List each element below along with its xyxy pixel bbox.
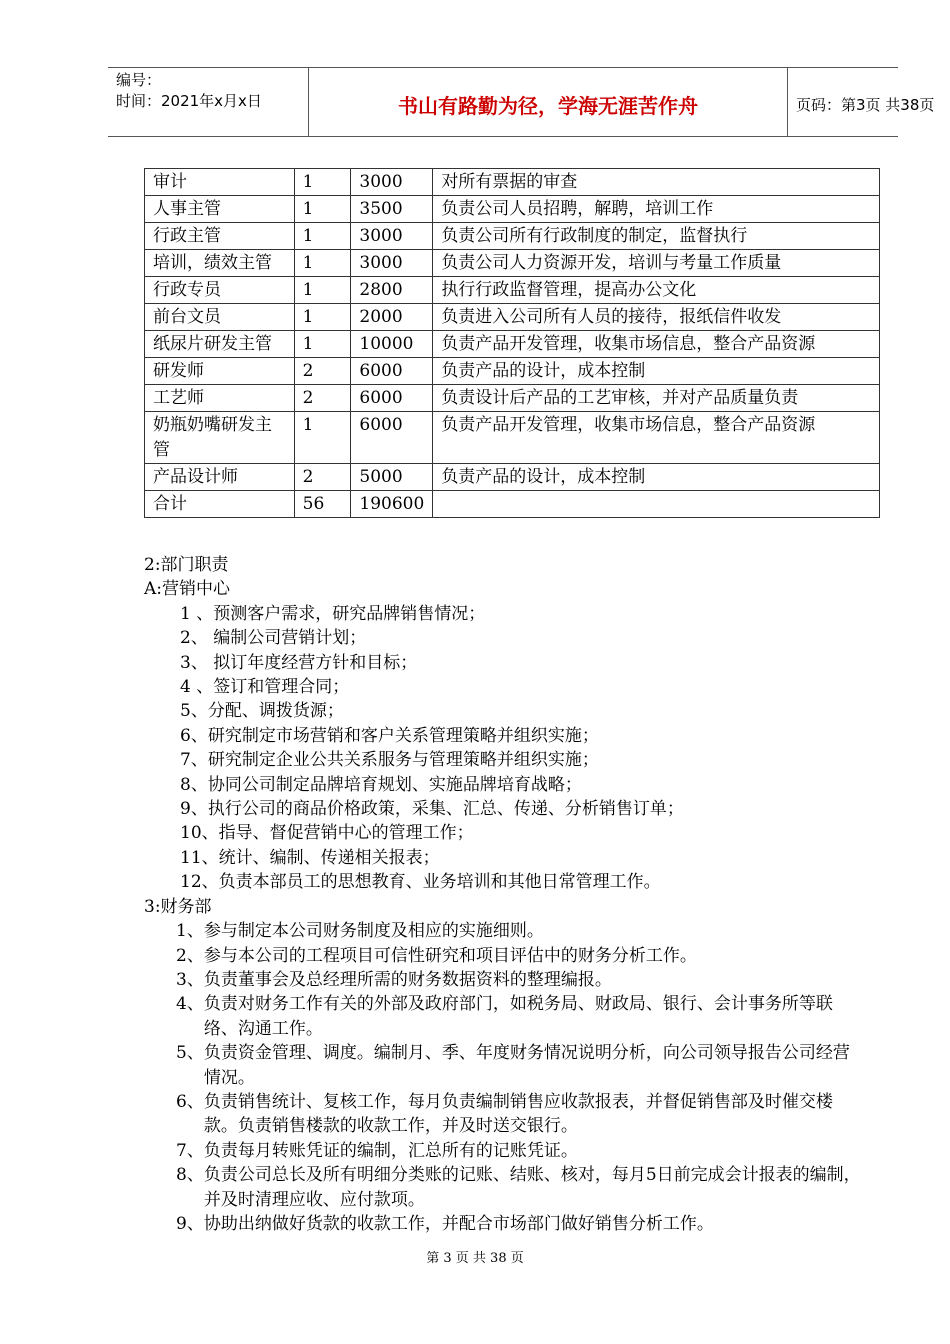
list-item-number: 5、 bbox=[176, 1043, 204, 1064]
list-item-number: 4、 bbox=[176, 994, 204, 1015]
position-cell: 纸尿片研发主管 bbox=[145, 331, 295, 358]
finance-list bbox=[144, 919, 884, 1236]
list-item-number: 8、 bbox=[176, 1165, 204, 1186]
list-item bbox=[144, 1041, 884, 1090]
count-cell: 1 bbox=[294, 412, 351, 464]
header-page-info: 页码：第3页 共38页 bbox=[796, 95, 935, 114]
count-cell: 1 bbox=[294, 304, 351, 331]
list-item-text: 负责资金管理、调度。编制月、季、年度财务情况说明分析，向公司领导报告公司经营情况。 bbox=[203, 1043, 850, 1088]
list-item bbox=[144, 1090, 884, 1139]
list-item-number: 7、 bbox=[176, 1140, 204, 1161]
count-cell: 1 bbox=[294, 169, 351, 196]
list-item: 2、 编制公司营销计划； bbox=[180, 628, 367, 649]
list-item: 8、协同公司制定品牌培育规划、实施品牌培育战略； bbox=[180, 774, 582, 795]
list-item: 4 、签订和管理合同； bbox=[180, 677, 350, 698]
list-item: 7、研究制定企业公共关系服务与管理策略并组织实施； bbox=[180, 750, 599, 771]
table-row bbox=[145, 464, 880, 491]
list-item-text: 负责董事会及总经理所需的财务数据资料的整理编报。 bbox=[203, 969, 612, 990]
duty-cell: 负责公司人力资源开发，培训与考量工作质量 bbox=[433, 250, 880, 277]
duty-cell: 负责进入公司所有人员的接待，报纸信件收发 bbox=[433, 304, 880, 331]
duty-cell: 执行行政监督管理，提高办公文化 bbox=[433, 277, 880, 304]
position-cell: 行政专员 bbox=[145, 277, 295, 304]
salary-cell: 10000 bbox=[351, 331, 433, 358]
list-item-text: 负责每月转账凭证的编制，汇总所有的记账凭证。 bbox=[203, 1140, 578, 1161]
page-header bbox=[108, 67, 935, 137]
list-item bbox=[144, 944, 884, 968]
list-item bbox=[144, 968, 884, 992]
duty-cell: 负责产品的设计，成本控制 bbox=[433, 358, 880, 385]
count-cell: 1 bbox=[294, 277, 351, 304]
count-cell: 2 bbox=[294, 385, 351, 412]
list-item-number: 3、 bbox=[176, 969, 204, 990]
list-item: 12、负责本部员工的思想教育、业务培训和其他日常管理工作。 bbox=[180, 872, 661, 893]
position-cell: 行政主管 bbox=[145, 223, 295, 250]
salary-cell: 6000 bbox=[351, 358, 433, 385]
list-item: 9、执行公司的商品价格政策，采集、汇总、传递、分析销售订单； bbox=[180, 799, 684, 820]
list-item-text: 参与本公司的工程项目可信性研究和项目评估中的财务分析工作。 bbox=[203, 945, 697, 966]
salary-cell: 3500 bbox=[351, 196, 433, 223]
salary-cell: 3000 bbox=[351, 250, 433, 277]
list-item-text: 负责对财务工作有关的外部及政府部门，如税务局、财政局、银行、会计事务所等联络、沟通工作。 bbox=[203, 994, 833, 1039]
count-cell: 1 bbox=[294, 223, 351, 250]
list-item: 5、分配、调拨货源； bbox=[180, 701, 344, 722]
doc-number: 编号： bbox=[116, 71, 162, 89]
marketing-list bbox=[144, 602, 884, 895]
position-cell: 审计 bbox=[145, 169, 295, 196]
list-item: 3、 拟订年度经营方针和目标； bbox=[180, 652, 418, 673]
list-item bbox=[144, 992, 884, 1041]
section-title-finance: 3:财务部 bbox=[144, 896, 212, 917]
table-row bbox=[145, 412, 880, 464]
list-item-number: 6、 bbox=[176, 1091, 204, 1112]
section-title-duties: 2:部门职责 bbox=[144, 555, 229, 575]
count-cell: 2 bbox=[294, 358, 351, 385]
count-cell: 1 bbox=[294, 196, 351, 223]
position-cell: 合计 bbox=[145, 491, 295, 518]
list-item bbox=[144, 1139, 884, 1163]
count-cell: 56 bbox=[294, 491, 351, 518]
salary-cell: 2800 bbox=[351, 277, 433, 304]
header-meta bbox=[108, 68, 308, 136]
position-cell: 工艺师 bbox=[145, 385, 295, 412]
salary-cell: 5000 bbox=[351, 464, 433, 491]
duty-cell: 负责公司人员招聘，解聘，培训工作 bbox=[433, 196, 880, 223]
table-row bbox=[145, 169, 880, 196]
table-row bbox=[145, 223, 880, 250]
position-cell: 产品设计师 bbox=[145, 464, 295, 491]
salary-cell: 6000 bbox=[351, 412, 433, 464]
table-row bbox=[145, 304, 880, 331]
duty-cell: 负责产品开发管理，收集市场信息，整合产品资源 bbox=[433, 331, 880, 358]
header-motto: 书山有路勤为径，学海无涯苦作舟 bbox=[308, 68, 788, 136]
table-row bbox=[145, 385, 880, 412]
salary-cell: 190600 bbox=[351, 491, 433, 518]
position-cell: 前台文员 bbox=[145, 304, 295, 331]
table-row bbox=[145, 250, 880, 277]
list-item: 6、研究制定市场营销和客户关系管理策略并组织实施； bbox=[180, 725, 599, 746]
list-item bbox=[144, 1212, 884, 1236]
list-item-number: 2、 bbox=[176, 945, 204, 966]
list-item bbox=[144, 919, 884, 943]
list-item: 10、指导、督促营销中心的管理工作； bbox=[180, 823, 474, 844]
salary-cell: 3000 bbox=[351, 223, 433, 250]
duty-cell: 负责公司所有行政制度的制定，监督执行 bbox=[433, 223, 880, 250]
duty-cell: 负责产品的设计，成本控制 bbox=[433, 464, 880, 491]
list-item-number: 9、 bbox=[176, 1213, 204, 1234]
salary-cell: 3000 bbox=[351, 169, 433, 196]
table-row bbox=[145, 331, 880, 358]
count-cell: 1 bbox=[294, 331, 351, 358]
table-row bbox=[145, 491, 880, 518]
salary-cell: 6000 bbox=[351, 385, 433, 412]
table-row bbox=[145, 277, 880, 304]
position-cell: 研发师 bbox=[145, 358, 295, 385]
list-item-number: 1、 bbox=[176, 921, 204, 942]
duty-cell: 对所有票据的审查 bbox=[433, 169, 880, 196]
staff-table bbox=[144, 168, 880, 518]
list-item-text: 负责公司总长及所有明细分类账的记账、结账、核对，每月5日前完成会计报表的编制，并及时清理应收、应付款项。 bbox=[203, 1165, 861, 1210]
table-row bbox=[145, 358, 880, 385]
count-cell: 2 bbox=[294, 464, 351, 491]
list-item-text: 负责销售统计、复核工作，每月负责编制销售应收款报表，并督促销售部及时催交楼款。负责销售楼款的收款工作，并及时送交银行。 bbox=[203, 1091, 833, 1137]
document-body bbox=[144, 553, 884, 1236]
position-cell: 人事主管 bbox=[145, 196, 295, 223]
list-item bbox=[144, 1163, 884, 1212]
duty-cell: 负责设计后产品的工艺审核，并对产品质量负责 bbox=[433, 385, 880, 412]
salary-cell: 2000 bbox=[351, 304, 433, 331]
duty-cell: 负责产品开发管理，收集市场信息，整合产品资源 bbox=[433, 412, 880, 464]
duty-cell bbox=[433, 491, 880, 518]
page-footer: 第 3 页 共 38 页 bbox=[426, 1251, 524, 1266]
list-item: 11、统计、编制、传递相关报表； bbox=[180, 847, 440, 868]
list-item-text: 参与制定本公司财务制度及相应的实施细则。 bbox=[203, 921, 544, 942]
position-cell: 培训，绩效主管 bbox=[145, 250, 295, 277]
position-cell: 奶瓶奶嘴研发主管 bbox=[145, 412, 295, 464]
list-item: 1 、预测客户需求，研究品牌销售情况； bbox=[180, 603, 486, 624]
list-item-text: 协助出纳做好货款的收款工作，并配合市场部门做好销售分析工作。 bbox=[203, 1213, 714, 1234]
doc-date: 时间：2021年x月x日 bbox=[116, 92, 262, 110]
table-row bbox=[145, 196, 880, 223]
section-title-marketing: A:营销中心 bbox=[144, 579, 231, 600]
count-cell: 1 bbox=[294, 250, 351, 277]
